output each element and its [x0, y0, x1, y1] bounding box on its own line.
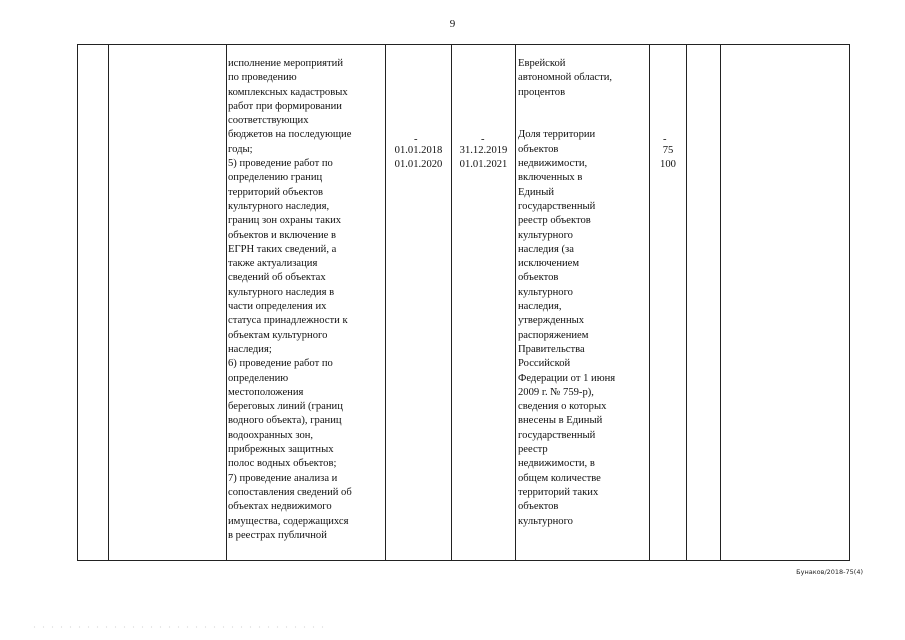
document-reference-code: Бунаков/2018-75(4) — [796, 568, 863, 576]
measure-description-cell: исполнение мероприятий по проведению комплексных кадастровых работ при формировании соответствующих бюджетов на последующие годы; 5) проведение работ по определению границ территорий объектов культурного наследия, границ зон охраны таких объектов и включение в ЕГРН таких сведений, а также актуализация сведений об объектах культурного наследия в части определения их статуса принадлежности к объектам культурного наследия; 6) проведение работ по определению местоположения береговых линий (границ водного объекта), границ водоохранных зон, прибрежных защитных полос водных объектов; 7) проведение анализа и сопоставления сведений об объектах недвижимого имущества, содержащихся в реестрах публичной — [228, 58, 352, 541]
measures-table — [77, 44, 850, 561]
column-divider — [226, 45, 227, 560]
start-date-dash: - — [414, 134, 418, 145]
end-date-dash: - — [481, 134, 485, 145]
scan-artifact — [30, 626, 330, 628]
target-value-cell: 75 100 — [660, 145, 676, 171]
column-divider — [515, 45, 516, 560]
column-divider — [108, 45, 109, 560]
column-divider — [686, 45, 687, 560]
indicator-description-cell: Еврейской автономной области, процентов Доля территории объектов недвижимости, включенных в Единый государственный реестр объектов культурного наследия (за исключением объектов культурного наследия, утвержденных распоряжением Правительства Российской Федерации от 1 июня 2009 г. № 759-р), сведения о которых внесены в Единый государственный реестр недвижимости, в общем количестве территорий таких объектов культурного — [518, 58, 616, 527]
page-number: 9 — [449, 18, 456, 30]
start-date-cell: 01.01.2018 01.01.2020 — [394, 145, 443, 171]
column-divider — [385, 45, 386, 560]
column-divider — [649, 45, 650, 560]
column-divider — [720, 45, 721, 560]
target-value-dash: - — [663, 134, 667, 145]
end-date-cell: 31.12.2019 01.01.2021 — [459, 145, 508, 171]
column-divider — [451, 45, 452, 560]
